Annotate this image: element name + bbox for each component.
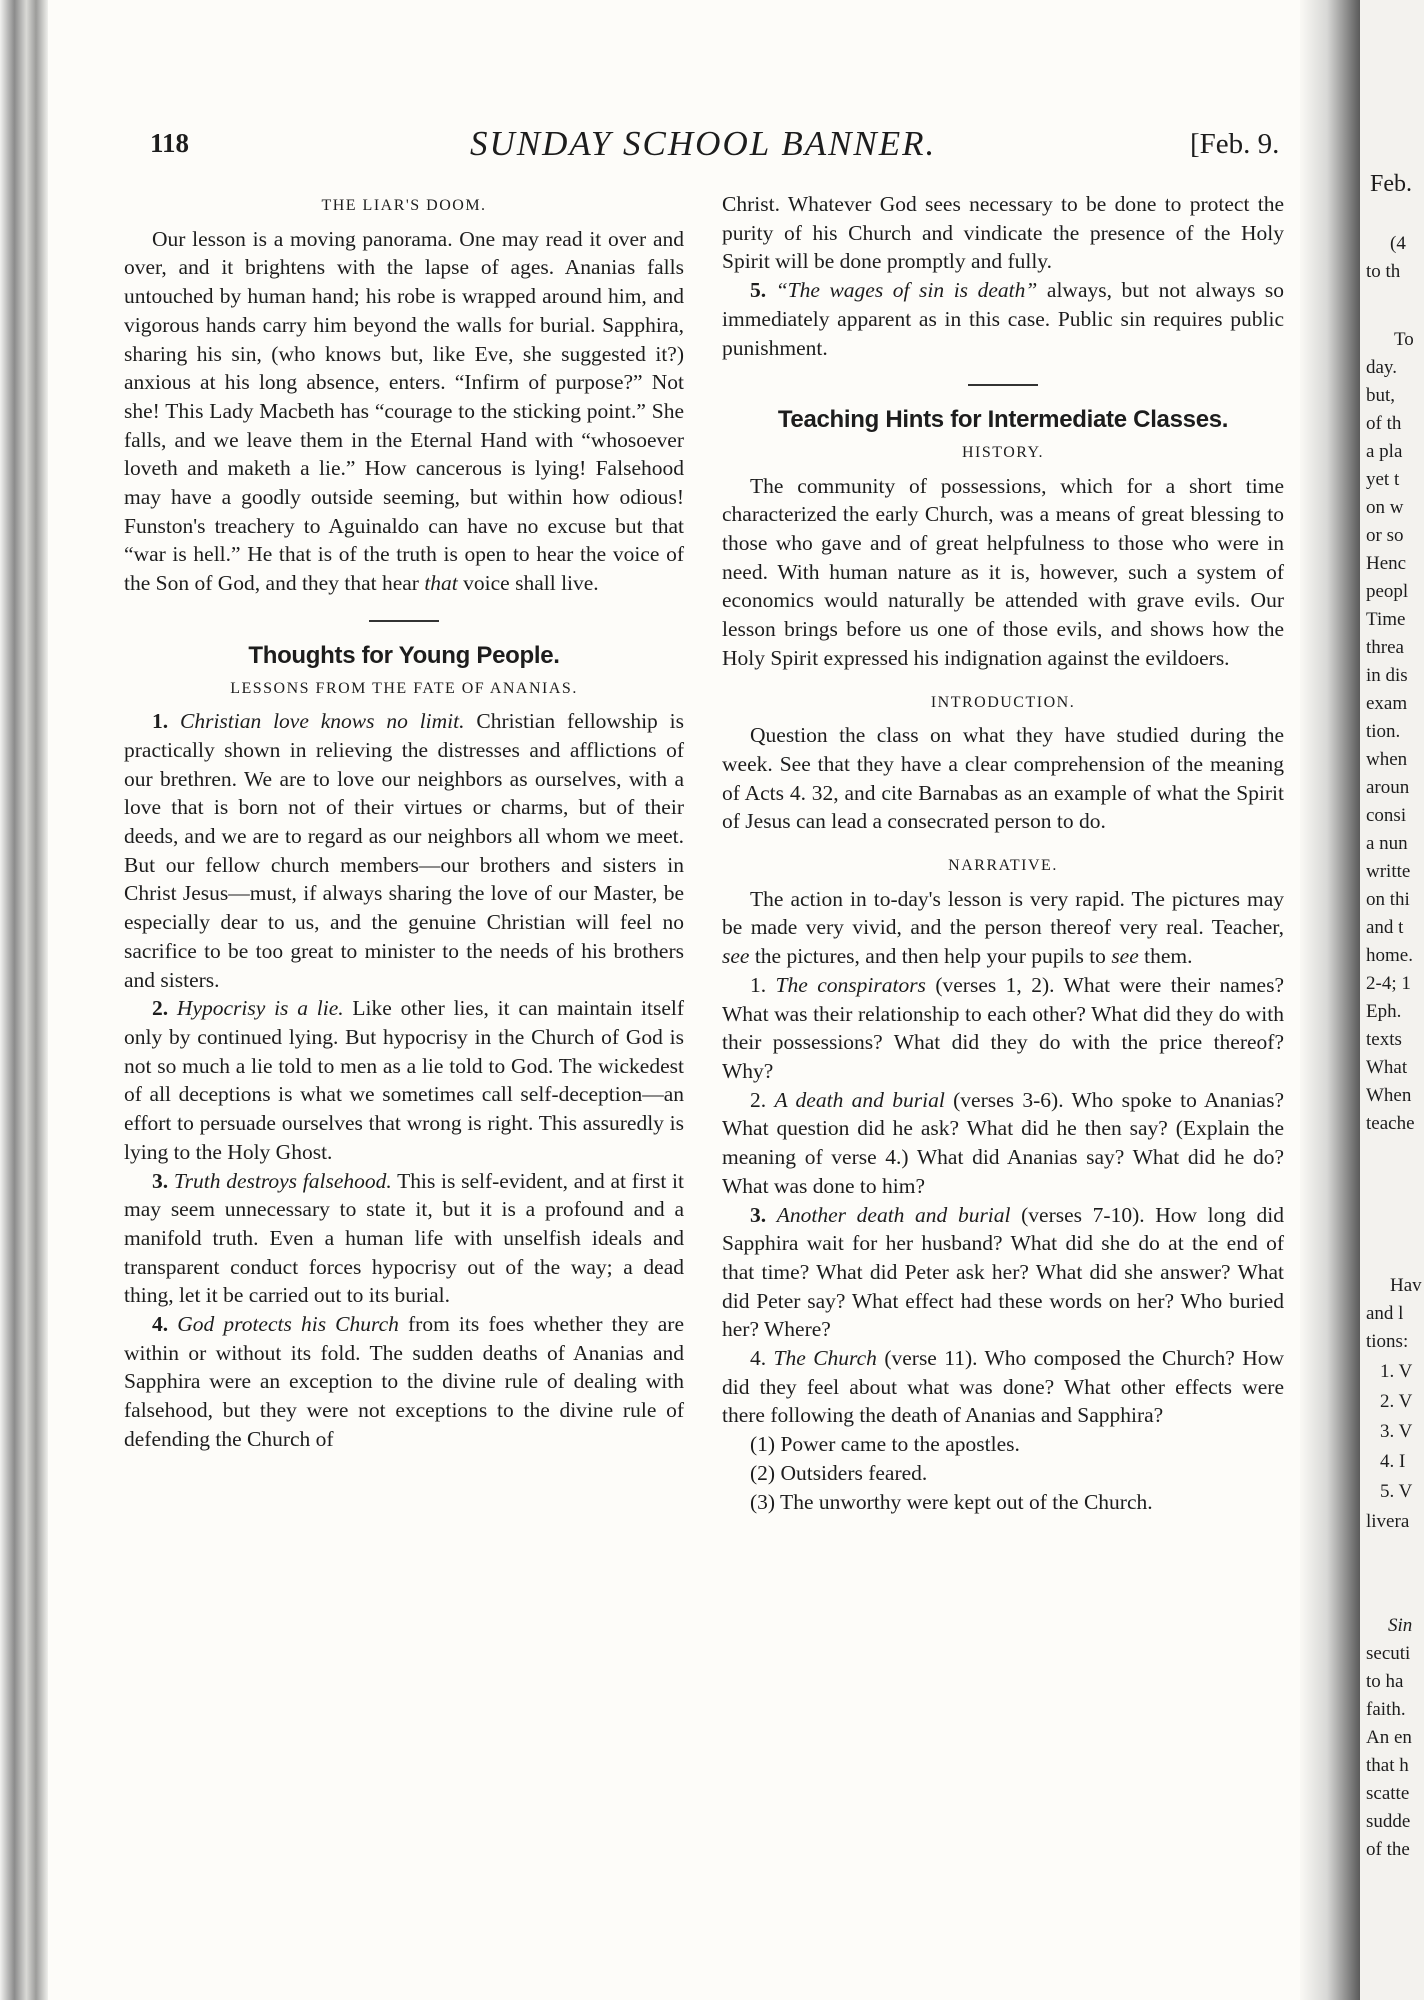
point-number: 4. (152, 1312, 169, 1337)
facing-text-line: Time (1366, 609, 1406, 630)
facing-text-line: in dis (1366, 665, 1408, 686)
facing-text-line: To (1394, 329, 1414, 350)
liars-doom-heading: THE LIAR'S DOOM. (321, 197, 487, 214)
point-number: 3. (152, 1168, 169, 1193)
facing-text-line: 2. V (1380, 1391, 1413, 1412)
point-lead: Truth destroys falsehood. (173, 1168, 392, 1193)
continuation-paragraph: Christ. Whatever God sees necessary to be done to protect the purity of his Church and vindicate the presence of the Holy Spirit will be done promptly and fully. (722, 192, 1284, 274)
facing-text-line: secuti (1366, 1643, 1411, 1664)
teaching-hints-title: Teaching Hints for Intermediate Classes. (777, 406, 1229, 434)
item-number: 2. (750, 1087, 767, 1112)
facing-text-line: writte (1366, 861, 1411, 882)
liars-doom-paragraph (124, 225, 684, 598)
item-text: (verses 7-10). How long did Sapphira wait for her husband? What did she do at the end of that time? What did Peter ask her? What did she answer? What did Peter say? What effect had these words on her? Who buried her? Where? (722, 1202, 1284, 1342)
left-column (124, 190, 684, 1454)
facing-text-line: Eph. (1366, 1001, 1402, 1022)
item-lead: The conspirators (775, 972, 926, 997)
paragraph-text: voice shall live. (457, 571, 599, 596)
header-date: [Feb. 9. (1190, 128, 1280, 160)
point-text: This is self-evident, and at first it may seem unnecessary to state it, but it is a profound and a manifold truth. Even a human life with unselfish ideals and transparent conduct forces hypocrisy out of the way; a dead thing, let it be carried out to its burial. (124, 1168, 684, 1308)
facing-text-line: Sin (1388, 1615, 1413, 1636)
facing-text-line: Feb. (1370, 171, 1412, 197)
facing-text-line: (4 (1390, 233, 1406, 254)
facing-text-line: tion. (1366, 721, 1401, 742)
running-title: SUNDAY SCHOOL BANNER. (470, 124, 937, 163)
point-lead: Hypocrisy is a lie. (176, 996, 344, 1021)
book-gutter-shadow (1300, 0, 1360, 2000)
facing-text-line: tions: (1366, 1331, 1409, 1352)
lesson-point (124, 1167, 684, 1311)
facing-page-fragment (1360, 0, 1424, 2000)
facing-text-line: teache (1366, 1113, 1415, 1134)
section-divider (369, 620, 439, 622)
narrative-heading: NARRATIVE. (948, 857, 1058, 875)
facing-text-line: When (1366, 1085, 1412, 1106)
book-page-edge (0, 0, 48, 2000)
facing-text-line: consi (1366, 805, 1407, 826)
point-text: from its foes whether they are within or without its fold. The sudden deaths of Ananias and Sapphira were an exception to the divine rule of dealing with falsehood, but they were not exceptions to the divine rule of defending the Church of (124, 1312, 685, 1451)
lesson-point (722, 276, 1284, 362)
introduction-paragraph: Question the class on what they have studied during the week. See that they have a clear comprehension of the meaning of Acts 4. 32, and cite Barnabas as an example of what the Spirit of Jesus can lead a consecrated person to do. (722, 723, 1284, 834)
point-lead: God protects his Church (177, 1312, 399, 1337)
facing-text-line: home. (1366, 945, 1413, 966)
page-header (0, 118, 1424, 178)
effect-item: (1) Power came to the apostles. (750, 1432, 1020, 1457)
facing-text-line: peopl (1366, 581, 1409, 602)
facing-text-line: exam (1366, 693, 1408, 714)
item-lead: A death and burial (774, 1087, 945, 1112)
facing-text-line: or so (1366, 525, 1404, 546)
facing-text-line: Henc (1366, 553, 1407, 574)
facing-text-line: but, (1366, 385, 1396, 406)
lesson-point (124, 994, 684, 1166)
italic-word: see (1111, 944, 1139, 969)
young-people-title: Thoughts for Young People. (248, 641, 560, 669)
facing-text-line: day. (1366, 357, 1397, 378)
item-number: 4. (750, 1346, 767, 1371)
facing-text-line: 4. I (1380, 1451, 1406, 1472)
facing-text-line: a nun (1366, 833, 1408, 854)
item-number: 1. (750, 972, 767, 997)
section-divider (968, 384, 1038, 386)
facing-text-line: on w (1366, 497, 1404, 518)
point-text: Christian fellowship is practically shown in relieving the distresses and afflictions of our brethren. We are to love our neighbors as ourselves, with a love that is born not of their virtues or charms, but of their deeds, and we are to regard as our neighbors all whom we meet. But our fellow church members—our brothers and sisters in Christ Jesus—must, if always sharing the love of our Master, be especially dear to us, and the genuine Christian will feel no sacrifice to be too great to minister to the needs of his brothers and sisters. (124, 709, 684, 992)
facing-text-line: What (1366, 1057, 1408, 1078)
point-number: 1. (152, 709, 169, 734)
right-column (722, 190, 1284, 1516)
narrative-item (722, 1201, 1284, 1345)
facing-text-line: yet t (1366, 469, 1400, 490)
facing-text-line: and t (1366, 917, 1404, 938)
effect-item: (3) The unworthy were kept out of the Church. (750, 1489, 1153, 1514)
facing-text-line: to th (1366, 261, 1401, 282)
page-number: 118 (150, 128, 190, 158)
italic-word: see (722, 944, 750, 969)
narrative-item (722, 1344, 1284, 1430)
facing-text-line: threa (1366, 637, 1404, 658)
paragraph-text: Our lesson is a moving panorama. One may read it over and over, and it brightens with the lapse of ages. Ananias falls untouched by human hand; his robe is wrapped around him, and vigorous hands carry him beyond the walls for burial. Sapphira, sharing his sin, (who knows but, like Eve, she suggested it?) anxious at his long absence, enters. “Infirm of purpose?” Not she! This Lady Macbeth has “courage to the sticking point.” She falls, and we leave them in the Eternal Hand with “whosoever loveth and maketh a lie.” How cancerous is lying! Falsehood may have a goodly outside seeming, but within how odious! Funston's treachery to Aguinaldo can have no excuse but that “war is hell.” He that is of the truth is open to hear the voice of the Son of God, and they that hear (124, 226, 684, 596)
facing-text-line: livera (1366, 1511, 1410, 1532)
effect-item: (2) Outsiders feared. (750, 1460, 928, 1485)
point-number: 2. (152, 996, 169, 1021)
facing-text-line: 2-4; 1 (1366, 973, 1411, 994)
point-lead: “The wages of sin is death” (775, 278, 1038, 303)
facing-text-line: aroun (1366, 777, 1410, 798)
paragraph-text: The action in to-day's lesson is very rapid. The pictures may be made very vivid, and the person thereof very real. Teacher, (722, 886, 1284, 940)
facing-text-line: to ha (1366, 1671, 1404, 1692)
facing-text-line: 3. V (1380, 1421, 1413, 1442)
facing-text-line: scatte (1366, 1783, 1410, 1804)
facing-text-line: sudde (1366, 1811, 1411, 1832)
facing-text-line: Hav (1390, 1275, 1422, 1296)
facing-text-line: 1. V (1380, 1361, 1413, 1382)
item-lead: Another death and burial (776, 1202, 1011, 1227)
item-text: (verse 11). Who composed the Church? How did they feel about what was done? What other effects were there following the death of Ananias and Sapphira? (722, 1346, 1285, 1428)
facing-text-line: texts (1366, 1029, 1402, 1050)
paragraph-text: them. (1138, 944, 1193, 969)
item-number: 3. (750, 1202, 767, 1227)
italic-word: that (424, 571, 458, 596)
lessons-subheading: LESSONS FROM THE FATE OF ANANIAS. (230, 679, 578, 697)
facing-text-line: when (1366, 749, 1408, 770)
history-paragraph: The community of possessions, which for a short time characterized the early Church, was a means of great blessing to those who gave and of great helpfulness to those who were in need. With human nature as it is, however, such a system of economics would naturally be attended with grave evils. Our lesson brings before us one of those evils, and shows how the Holy Spirit expressed his indignation against the evildoers. (722, 473, 1284, 670)
narrative-item (722, 1086, 1284, 1201)
narrative-item (722, 971, 1284, 1086)
facing-text-line: faith. (1366, 1699, 1406, 1720)
facing-text-line: 5. V (1380, 1481, 1413, 1502)
lesson-point (124, 1310, 684, 1454)
facing-text-line: and l (1366, 1303, 1404, 1324)
facing-text-line: of the (1366, 1839, 1410, 1860)
facing-text-line: on thi (1366, 889, 1410, 910)
facing-text-line: An en (1366, 1727, 1412, 1748)
narrative-paragraph (722, 885, 1284, 971)
introduction-heading: INTRODUCTION. (930, 693, 1076, 711)
item-lead: The Church (773, 1346, 877, 1371)
item-text: (verses 3-6). Who spoke to Ananias? What question did he ask? What did he then say? (Explain the meaning of verse 4.) What did Ananias say? What did he do? What was done to him? (722, 1087, 1285, 1198)
item-text: (verses 1, 2). What were their names? What was their relationship to each other? What did they do with their possessions? What did they do with the price thereof? Why? (722, 972, 1284, 1083)
lesson-point (124, 707, 684, 994)
point-lead: Christian love knows no limit. (179, 709, 465, 734)
facing-text-line: that h (1366, 1755, 1409, 1776)
point-text: always, but not always so immediately apparent as in this case. Public sin requires public punishment. (722, 278, 1284, 360)
point-text: Like other lies, it can maintain itself only by continued lying. But hypocrisy in the Church of God is not so much a lie told to men as a lie told to God. The wickedest of all deceptions is what we sometimes call self-deception—an effort to persuade ourselves that wrong is right. This assuredly is lying to the Holy Ghost. (124, 996, 684, 1164)
history-heading: HISTORY. (961, 443, 1045, 461)
paragraph-text: the pictures, and then help your pupils to (749, 944, 1112, 969)
facing-text-line: of th (1366, 413, 1402, 434)
point-number: 5. (750, 278, 767, 303)
facing-text-line: a pla (1366, 441, 1403, 462)
